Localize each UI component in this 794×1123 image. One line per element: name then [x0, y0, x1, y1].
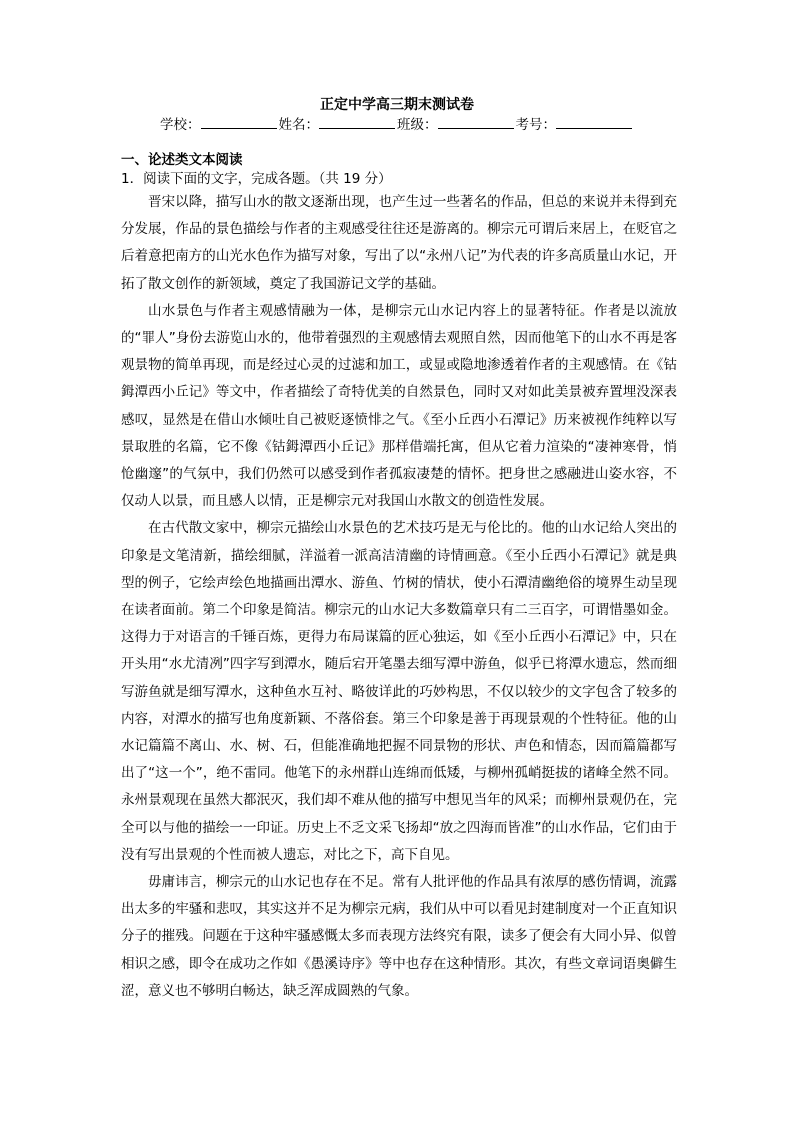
class-field[interactable] [438, 114, 514, 129]
class-label: 班级： [397, 117, 438, 133]
name-field[interactable] [319, 114, 395, 129]
passage-paragraph-3: 在古代散文家中，柳宗元描绘山水景色的艺术技巧是无与伦比的。他的山水记给人突出的印象是文笔清新，描绘细腻，洋溢着一派高洁清幽的诗情画意。《至小丘西小石潭记》就是典型的例子，它绘声绘色地描画出潭水、游鱼、竹树的情状，使小石潭清幽绝俗的境界生动呈现在读者面前。第二个印象是简洁。柳宗元的山水记大多数篇章只有二三百字，可谓惜墨如金。这得力于对语言的千锤百炼，更得力布局谋篇的匠心独运，如《至小丘西小石潭记》中，只在开头用“水尤清冽”四字写到潭水，随后宕开笔墨去细写潭中游鱼，似乎已将潭水遗忘，然而细写游鱼就是细写潭水，这种鱼水互衬、略彼详此的巧妙构思，不仅以较少的文字包含了较多的内容，对潭水的描写也角度新颖、不落俗套。第三个印象是善于再现景观的个性特征。他的山水记篇篇不离山、水、树、石，但能准确地把握不同景物的形状、声色和情态，因而篇篇都写出了“这一个”，绝不雷同。他笔下的永州群山连绵而低矮，与柳州孤峭挺拔的诸峰全然不同。永州景观现在虽然大都泯灭，我们却不难从他的描写中想见当年的风采；而柳州景观仍在，完全可以与他的描绘一一印证。历史上不乏文采飞扬却“放之四海而皆准”的山水作品，它们由于没有写出景观的个性而被人遗忘，对比之下，高下自见。 [121, 520, 677, 863]
passage-paragraph-2: 山水景色与作者主观感情融为一体，是柳宗元山水记内容上的显著特征。作者是以流放的“罪人”身份去游览山水的，他带着强烈的主观感情去观照自然，因而他笔下的山水不再是客观景物的简单再现，而是经过心灵的过滤和加工，或显或隐地渗透着作者的主观感情。在《钴鉧潭西小丘记》等文中，作者描绘了奇特优美的自然景色，同时又对如此美景被弃置埋没深表感叹，显然是在借山水倾吐自己被贬逐愤悱之气。《至小丘西小石潭记》历来被视作纯粹以写景取胜的名篇，它不像《钴鉧潭西小丘记》那样借端托寓，但从它着力渲染的“凄神寒骨，悄怆幽邃”的气氛中，我们仍然可以感受到作者孤寂凄楚的情怀。把身世之感融进山姿水容，不仅动人以景，而且感人以情，正是柳宗元对我国山水散文的创造性发展。 [121, 302, 677, 510]
student-info-row [0, 114, 794, 135]
section-heading: 一、论述类文本阅读 [121, 152, 243, 168]
exam-number-label: 考号： [515, 117, 556, 133]
name-label: 姓名： [278, 117, 319, 133]
exam-title: 正定中学高三期末测试卷 [320, 97, 474, 113]
school-label: 学校： [160, 117, 201, 133]
exam-number-field[interactable] [556, 114, 632, 129]
reading-passage [121, 189, 677, 1005]
school-field[interactable] [201, 114, 277, 129]
passage-paragraph-4: 毋庸讳言，柳宗元的山水记也存在不足。常有人批评他的作品具有浓厚的感伤情调，流露出太多的牢骚和悲叹，其实这并不足为柳宗元病，我们从中可以看见封建制度对一个正直知识分子的摧残。问题在于这种牢骚感慨太多而表现方法终究有限，读多了便会有大同小异、似曾相识之感，即令在成功之作如《愚溪诗序》等中也存在这种情形。其次，有些文章词语奥僻生涩，意义也不够明白畅达，缺乏浑成圆熟的气象。 [121, 874, 677, 999]
question-prompt: 1．阅读下面的文字，完成各题。（共 19 分） [121, 171, 392, 187]
passage-paragraph-1: 晋宋以降，描写山水的散文逐渐出现，也产生过一些著名的作品，但总的来说并未得到充分发展，作品的景色描绘与作者的主观感受往往还是游离的。柳宗元可谓后来居上，在贬官之后着意把南方的山光水色作为描写对象，写出了以“永州八记”为代表的许多高质量山水记，开拓了散文创作的新领域，奠定了我国游记文学的基础。 [121, 194, 677, 292]
